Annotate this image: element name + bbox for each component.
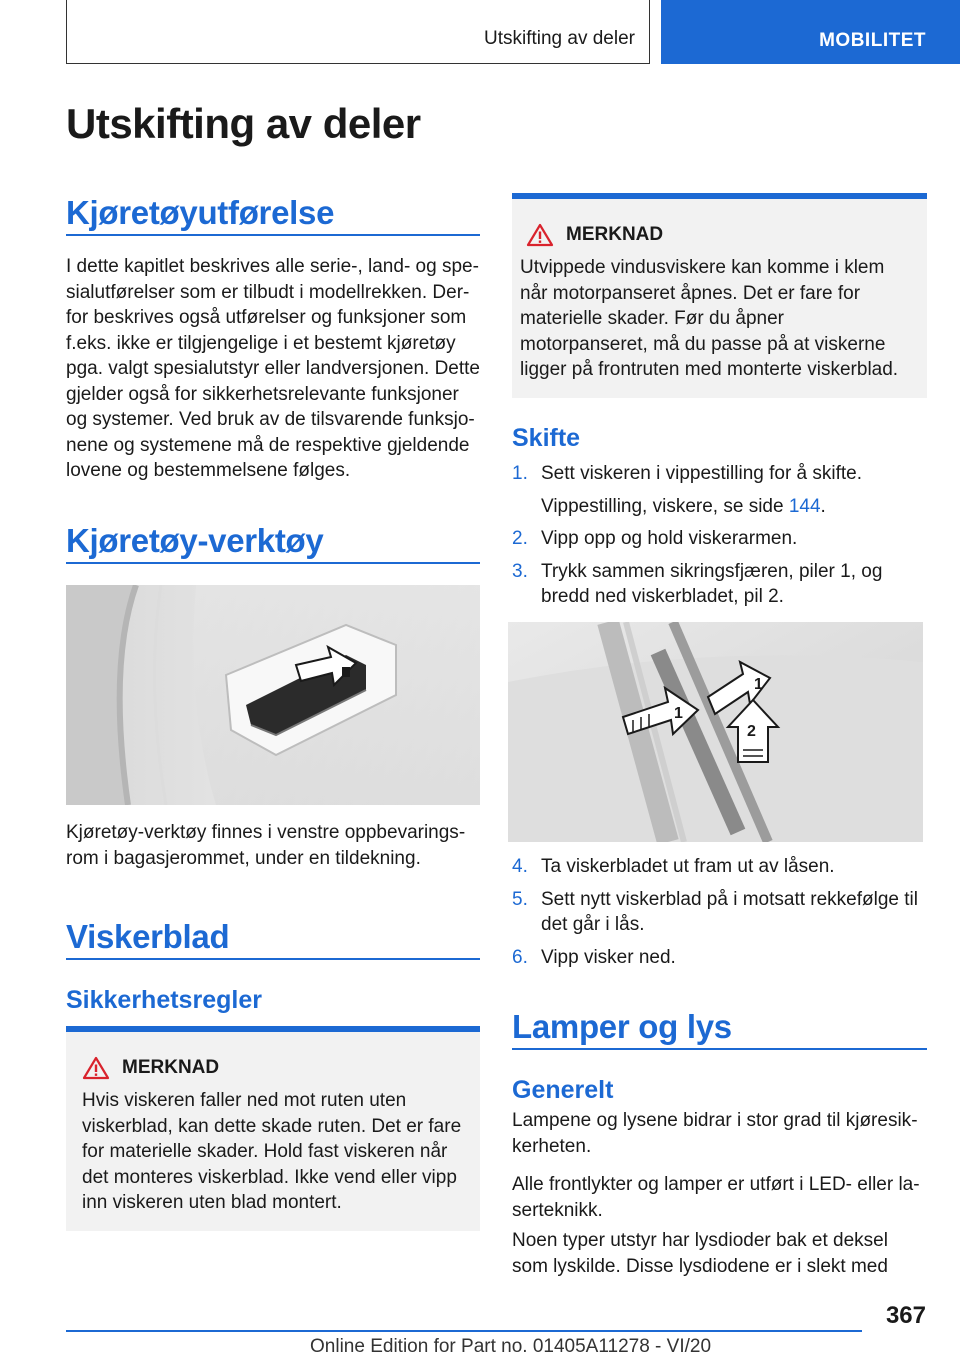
step-number: 2. [512,528,528,549]
arrow-label-2: 2 [747,723,756,740]
page-title: Utskifting av deler [66,100,421,147]
header-section-box [66,0,650,64]
heading-general: Generelt [512,1076,614,1104]
page-number: 367 [885,1302,926,1329]
warning-triangle-icon [82,1056,110,1080]
list-item [512,887,927,938]
paragraph-general-3: Noen typer utstyr har lysdioder bak et deksel som lyskilde. Disse lysdiodene er i slekt med [512,1230,888,1277]
arrow-label-1-upper: 1 [754,676,763,693]
step-number: 3. [512,560,528,582]
steps-list-b [512,854,927,970]
header-section-title: Utskifting av deler [483,28,635,49]
step-number: 1. [512,463,528,484]
heading-vehicle-variant: Kjøretøyutførelse [66,194,335,231]
heading-rule [512,1048,927,1050]
steps-list-a [512,461,927,610]
notice-header [82,1056,466,1080]
list-item [512,526,927,552]
page-link-144[interactable]: 144 [788,495,821,517]
heading-rule [66,562,480,564]
step-text: Trykk sammen sikringsfjæren, piler 1, og bredd ned viskerbladet, pil 2. [541,560,883,607]
paragraph-general-1: Lampene og lysene bidrar i stor grad til kjøresikkerheten. [512,1110,918,1157]
list-item [512,854,927,880]
heading-vehicle-toolkit: Kjøretøy-verktøy [66,522,324,559]
reference-text: Vippestilling, viskere, se side [541,495,784,517]
step-text: Vipp visker ned. [541,946,676,968]
heading-wiper-blade: Viskerblad [66,918,230,955]
arrow-label-1-lower: 1 [674,705,683,722]
footer-edition: Online Edition for Part no. 01405A11278 - VI/20 [310,1336,712,1357]
step-sub-reference: Vippestilling, viskere, se side 144. [541,495,826,517]
footer-rule [66,1330,862,1332]
wiper-blade-illustration [508,622,923,842]
warning-triangle-icon [526,223,554,247]
heading-lamps: Lamper og lys [512,1008,732,1045]
step-text: Sett viskeren i vippestilling for å skifte. [541,463,863,484]
toolkit-compartment-image [66,585,480,805]
toolkit-compartment-illustration [66,585,480,805]
step-number: 5. [512,888,528,910]
list-item [512,461,927,487]
step-number: 6. [512,946,528,968]
step-text: Vipp opp og hold viskerarmen. [541,528,798,549]
heading-change: Skifte [512,424,581,452]
notice-label: MERKNAD [566,224,664,245]
heading-safety-rules: Sikkerhetsregler [66,986,262,1014]
notice-box-hood [512,193,927,398]
heading-rule [66,234,480,236]
list-item [512,559,927,610]
list-item [512,945,927,971]
header-chapter-tab[interactable]: MOBILITET [661,0,960,64]
notice-label: MERKNAD [122,1057,220,1078]
notice-text: Hvis viskeren faller ned mot ruten uten viskerblad, kan dette skade ruten. Det er fare for materielle skader. Hold fast viskeren når det monteres viskerblad. Ikke vend eller vipp inn viskeren uten blad montert. [82,1090,462,1213]
heading-rule [66,958,480,960]
step-text: Ta viskerbladet ut fram ut av låsen. [541,856,835,877]
paragraph-general-2: Alle frontlykter og lamper er utført i LED- eller laserteknikk. [512,1174,920,1221]
paragraph-vehicle-variant: I dette kapitlet beskrives alle serie-, land- og spesialutførelser som er tilbudt i modellrekken. Derfor beskrives også utførelser og funksjoner som f.eks. ikke er tilgjengelige i et bestemt kjøretøy pga. valgt spesialutstyr eller landversjonen. Dette gjelder også for sikkerhetsrelevante funksjoner og systemer. Ved bruk av de tilsvarende funksjonene og systemene må de respektive gjeldende lovene og bestemmelsene følges. [66,256,481,481]
notice-header [520,223,915,247]
notice-text: Utvippede vindusviskere kan komme i klem når motorpanseret åpnes. Det er fare for materielle skader. Før du åpner motorpanseret, må du passe på at viskerne ligger på frontruten med monterte viskerblad. [520,257,899,380]
step-text: Sett nytt viskerblad på i motsatt rekkefølge til det går i lås. [541,888,918,935]
paragraph-vehicle-toolkit: Kjøretøy-verktøy finnes i venstre oppbevaringsrom i bagasjerommet, under en tildekning. [66,822,466,869]
notice-box-wiper [66,1026,480,1231]
step-number: 4. [512,856,528,877]
wiper-blade-removal-image [508,622,923,842]
